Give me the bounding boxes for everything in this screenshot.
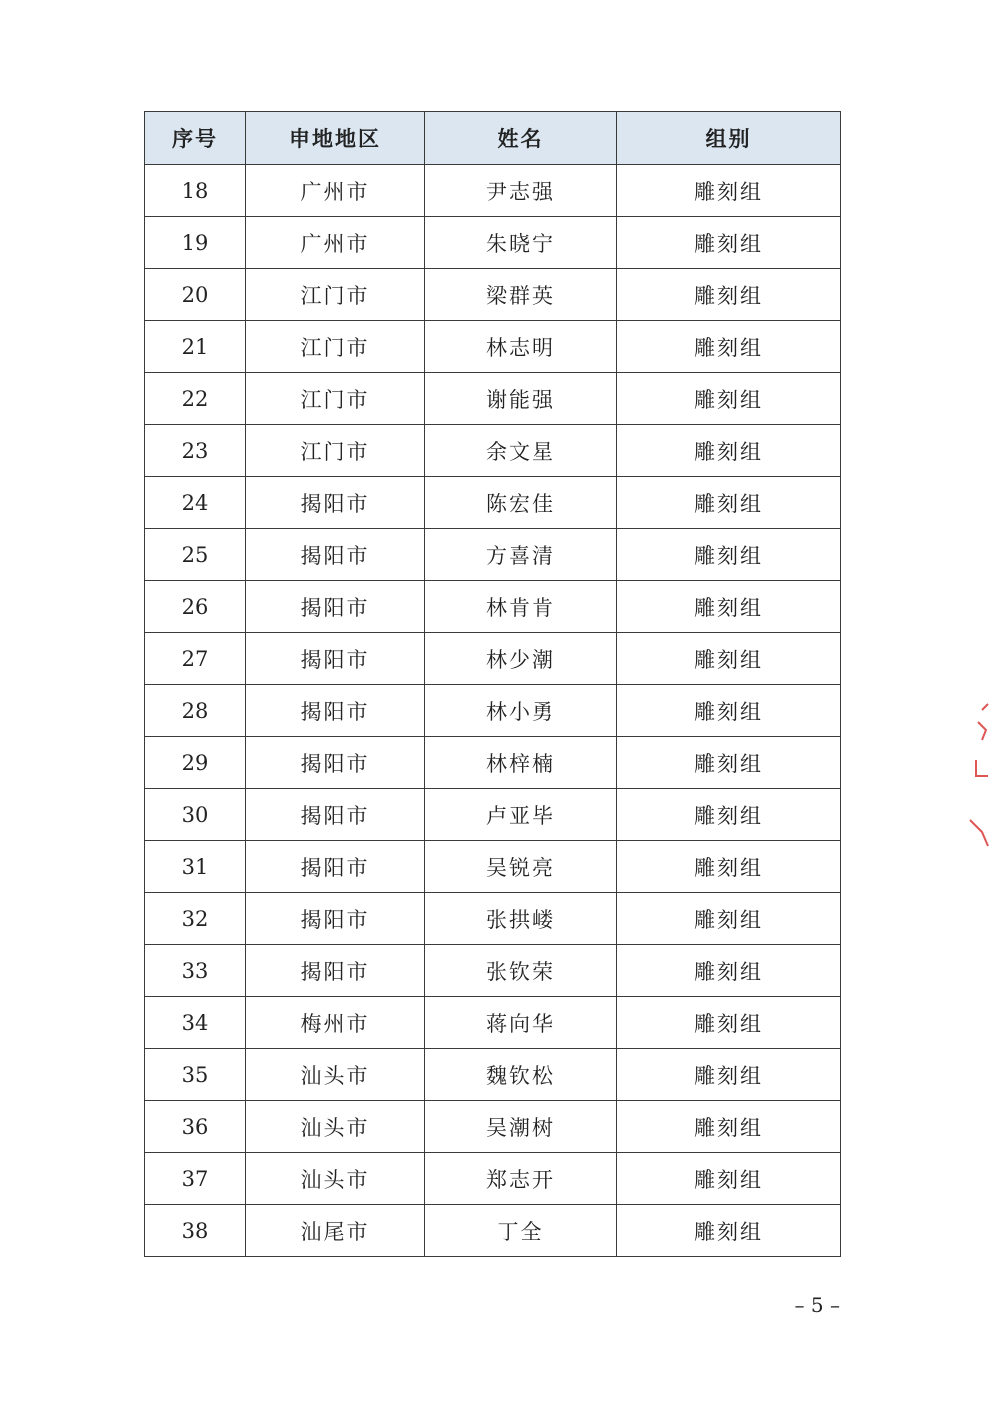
cell-group: 雕刻组: [617, 1205, 841, 1257]
cell-serial: 18: [145, 165, 246, 217]
cell-group: 雕刻组: [617, 373, 841, 425]
table-row: [145, 737, 841, 789]
cell-name: 郑志开: [425, 1153, 617, 1205]
cell-region: 揭阳市: [246, 841, 425, 893]
cell-serial: 29: [145, 737, 246, 789]
cell-serial: 31: [145, 841, 246, 893]
table-header: [145, 112, 841, 165]
cell-serial: 32: [145, 893, 246, 945]
cell-group: 雕刻组: [617, 841, 841, 893]
cell-name: 林肯肯: [425, 581, 617, 633]
cell-name: 林少潮: [425, 633, 617, 685]
cell-group: 雕刻组: [617, 1049, 841, 1101]
cell-group: 雕刻组: [617, 217, 841, 269]
cell-region: 揭阳市: [246, 789, 425, 841]
cell-serial: 21: [145, 321, 246, 373]
cell-group: 雕刻组: [617, 165, 841, 217]
cell-region: 汕头市: [246, 1153, 425, 1205]
table-row: [145, 1153, 841, 1205]
header-cell-region: 申地地区: [246, 112, 425, 165]
table-row: [145, 269, 841, 321]
cell-group: 雕刻组: [617, 581, 841, 633]
cell-serial: 26: [145, 581, 246, 633]
cell-group: 雕刻组: [617, 789, 841, 841]
table-row: [145, 217, 841, 269]
table-row: [145, 997, 841, 1049]
table-row: [145, 1101, 841, 1153]
cell-region: 汕尾市: [246, 1205, 425, 1257]
cell-serial: 20: [145, 269, 246, 321]
cell-group: 雕刻组: [617, 945, 841, 997]
cell-name: 谢能强: [425, 373, 617, 425]
cell-region: 揭阳市: [246, 737, 425, 789]
cell-group: 雕刻组: [617, 633, 841, 685]
cell-name: 丁全: [425, 1205, 617, 1257]
cell-region: 汕头市: [246, 1049, 425, 1101]
cell-serial: 36: [145, 1101, 246, 1153]
page-number: – 5 –: [794, 1293, 840, 1317]
cell-name: 吴锐亮: [425, 841, 617, 893]
cell-serial: 25: [145, 529, 246, 581]
header-cell-group: 组别: [617, 112, 841, 165]
cell-region: 江门市: [246, 373, 425, 425]
table-row: [145, 685, 841, 737]
cell-name: 蒋向华: [425, 997, 617, 1049]
cell-name: 朱晓宁: [425, 217, 617, 269]
cell-group: 雕刻组: [617, 321, 841, 373]
cell-region: 江门市: [246, 425, 425, 477]
cell-serial: 19: [145, 217, 246, 269]
table-row: [145, 633, 841, 685]
cell-region: 广州市: [246, 165, 425, 217]
cell-serial: 23: [145, 425, 246, 477]
cell-serial: 27: [145, 633, 246, 685]
cell-group: 雕刻组: [617, 269, 841, 321]
red-stamp-fragment: [968, 700, 992, 860]
cell-serial: 24: [145, 477, 246, 529]
table-row: [145, 789, 841, 841]
header-cell-name: 姓名: [425, 112, 617, 165]
cell-serial: 37: [145, 1153, 246, 1205]
cell-serial: 28: [145, 685, 246, 737]
cell-region: 揭阳市: [246, 581, 425, 633]
header-row: [145, 112, 841, 165]
cell-region: 揭阳市: [246, 685, 425, 737]
table-row: [145, 1205, 841, 1257]
cell-name: 林梓楠: [425, 737, 617, 789]
table-row: [145, 945, 841, 997]
cell-name: 梁群英: [425, 269, 617, 321]
table-row: [145, 841, 841, 893]
cell-serial: 30: [145, 789, 246, 841]
cell-group: 雕刻组: [617, 893, 841, 945]
table-row: [145, 1049, 841, 1101]
cell-region: 揭阳市: [246, 893, 425, 945]
cell-name: 陈宏佳: [425, 477, 617, 529]
cell-serial: 33: [145, 945, 246, 997]
table-row: [145, 373, 841, 425]
table-body: [145, 165, 841, 1257]
cell-region: 广州市: [246, 217, 425, 269]
table-row: [145, 581, 841, 633]
cell-name: 林志明: [425, 321, 617, 373]
cell-group: 雕刻组: [617, 477, 841, 529]
cell-serial: 35: [145, 1049, 246, 1101]
cell-name: 方喜清: [425, 529, 617, 581]
table-row: [145, 893, 841, 945]
cell-name: 尹志强: [425, 165, 617, 217]
cell-name: 卢亚毕: [425, 789, 617, 841]
cell-name: 张拱嵝: [425, 893, 617, 945]
cell-serial: 38: [145, 1205, 246, 1257]
cell-serial: 34: [145, 997, 246, 1049]
cell-region: 揭阳市: [246, 633, 425, 685]
roster-table: [144, 111, 841, 1257]
table-row: [145, 321, 841, 373]
cell-group: 雕刻组: [617, 1101, 841, 1153]
cell-group: 雕刻组: [617, 737, 841, 789]
cell-group: 雕刻组: [617, 997, 841, 1049]
cell-name: 魏钦松: [425, 1049, 617, 1101]
cell-region: 汕头市: [246, 1101, 425, 1153]
cell-region: 梅州市: [246, 997, 425, 1049]
cell-region: 江门市: [246, 269, 425, 321]
cell-name: 林小勇: [425, 685, 617, 737]
cell-group: 雕刻组: [617, 529, 841, 581]
cell-group: 雕刻组: [617, 425, 841, 477]
cell-serial: 22: [145, 373, 246, 425]
cell-name: 张钦荣: [425, 945, 617, 997]
cell-region: 揭阳市: [246, 945, 425, 997]
table-row: [145, 425, 841, 477]
cell-name: 余文星: [425, 425, 617, 477]
table-row: [145, 165, 841, 217]
table-row: [145, 477, 841, 529]
table-row: [145, 529, 841, 581]
cell-region: 揭阳市: [246, 529, 425, 581]
header-cell-serial: 序号: [145, 112, 246, 165]
cell-group: 雕刻组: [617, 685, 841, 737]
cell-region: 江门市: [246, 321, 425, 373]
cell-region: 揭阳市: [246, 477, 425, 529]
cell-name: 吴潮树: [425, 1101, 617, 1153]
cell-group: 雕刻组: [617, 1153, 841, 1205]
